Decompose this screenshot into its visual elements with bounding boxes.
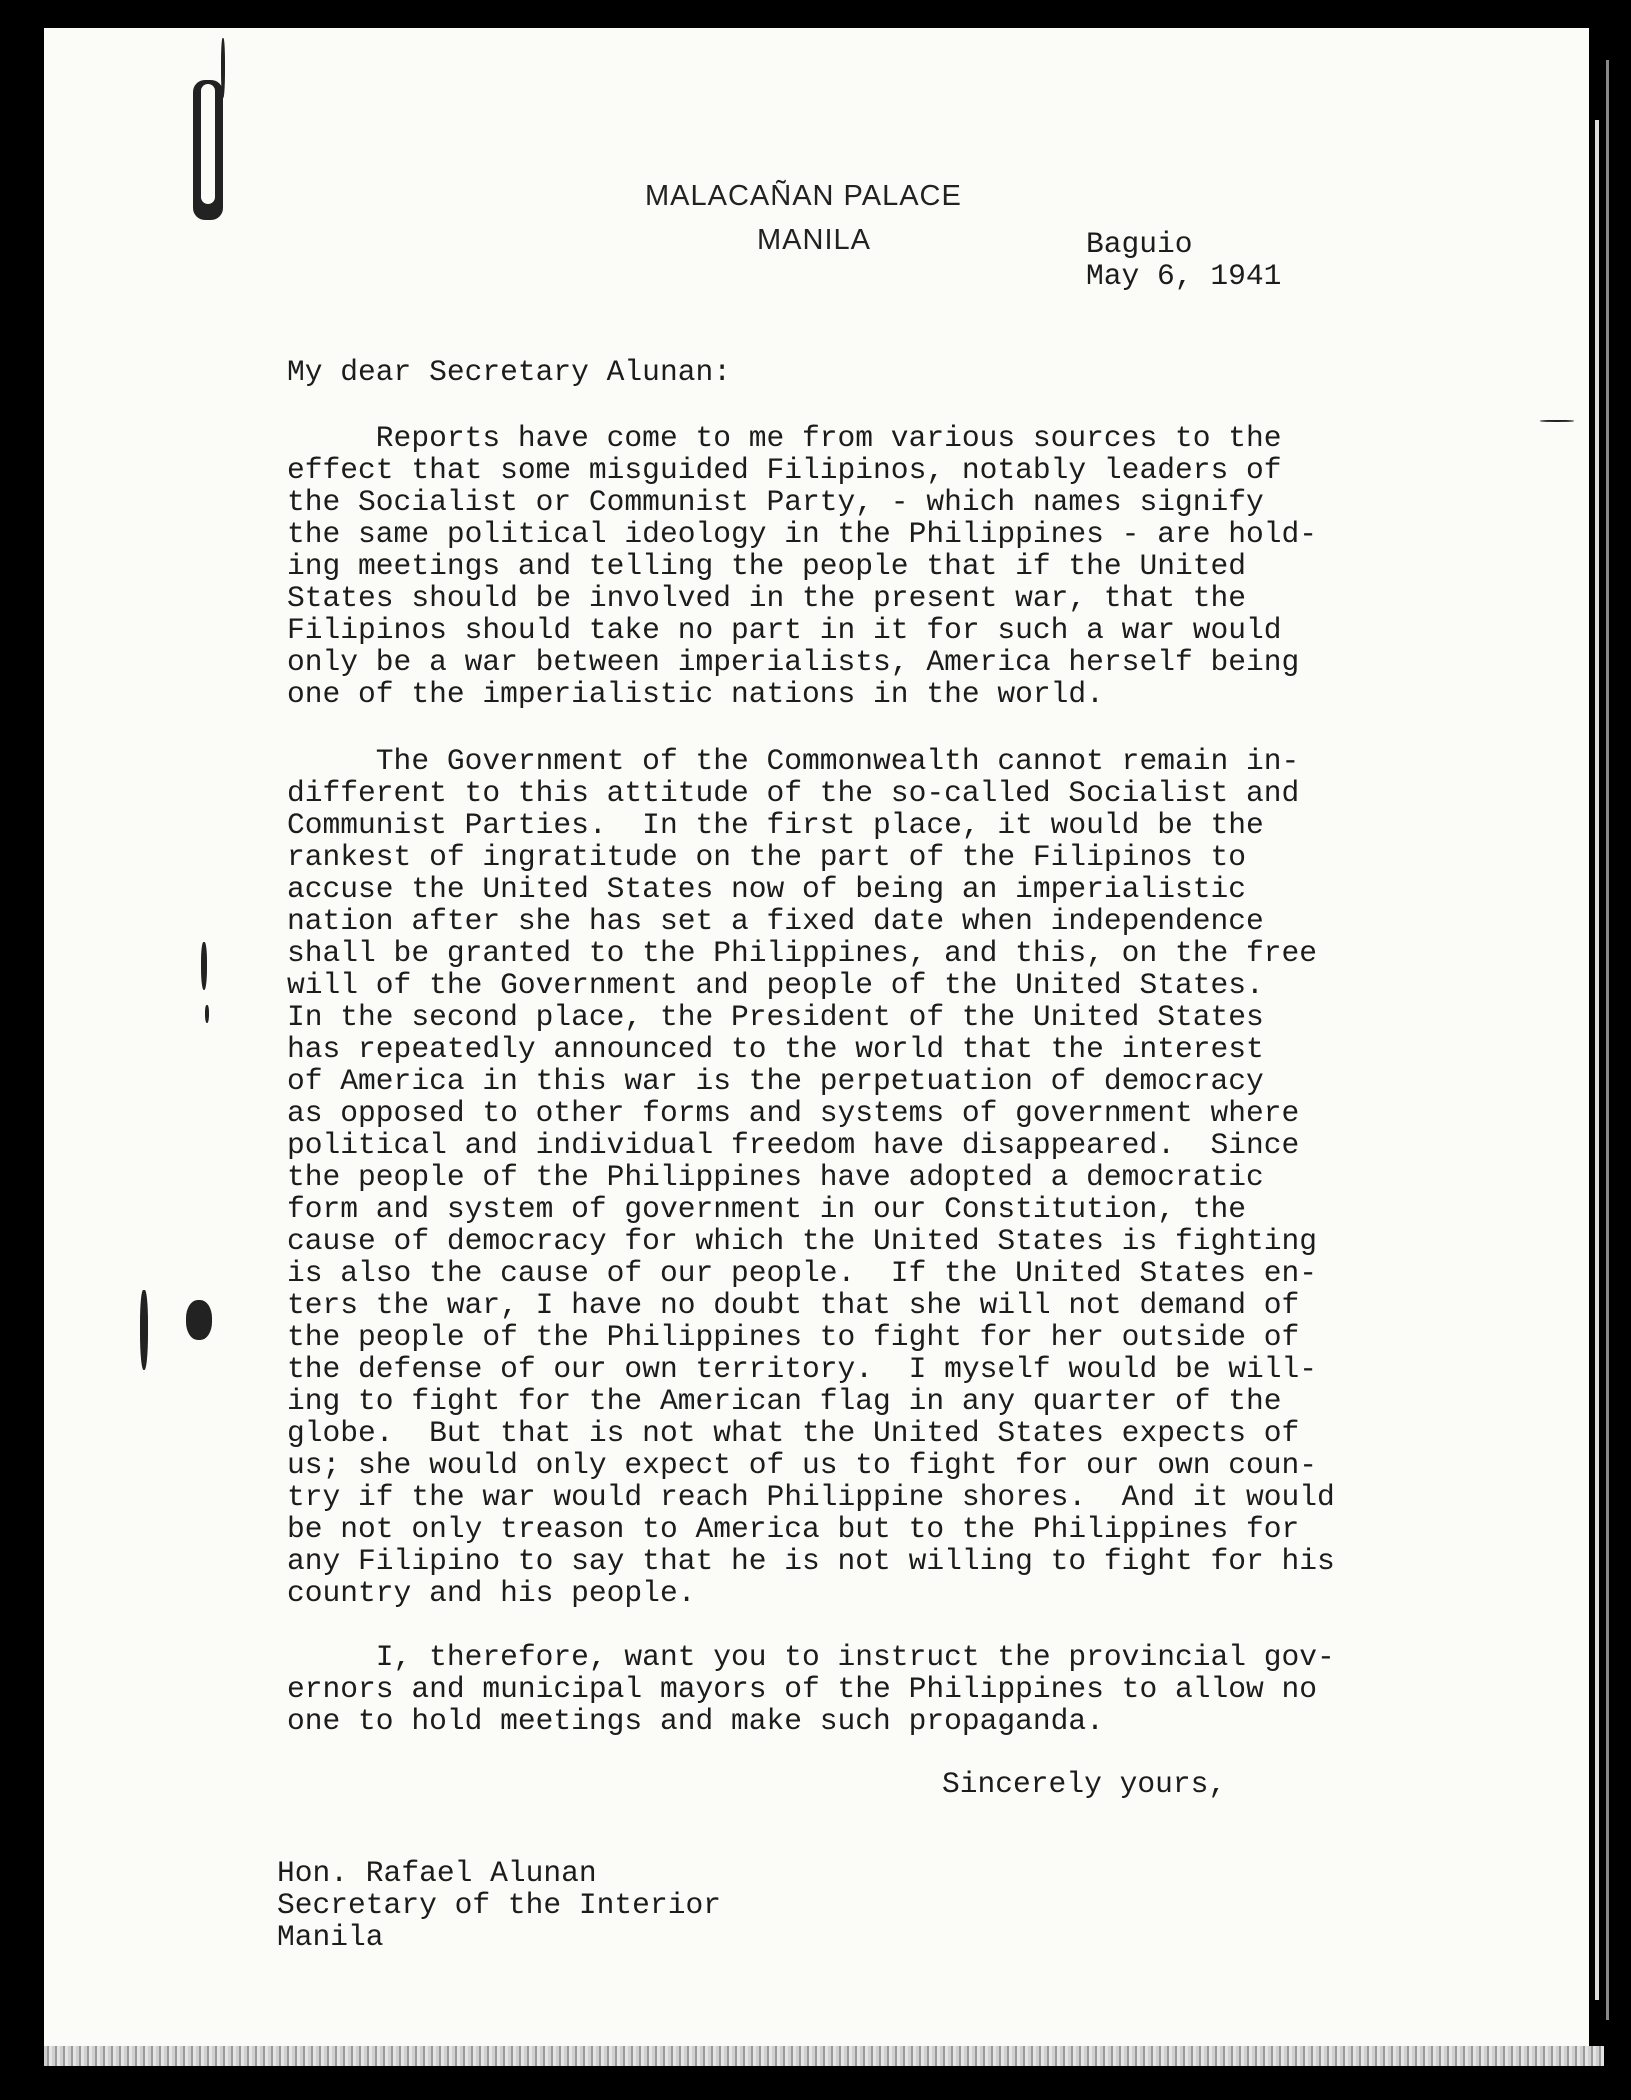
salutation: My dear Secretary Alunan:	[287, 355, 731, 389]
margin-speck	[140, 1290, 148, 1370]
body-line: States should be involved in the present war, that the	[287, 581, 1246, 615]
body-line: Communist Parties. In the first place, it would be the	[287, 808, 1264, 842]
recipient-line: Manila	[277, 1920, 384, 1954]
body-line: will of the Government and people of the United States.	[287, 968, 1264, 1002]
body-line: political and individual freedom have disappeared. Since	[287, 1128, 1300, 1162]
body-line: us; she would only expect of us to fight for our own coun-	[287, 1448, 1318, 1482]
body-line: ters the war, I have no doubt that she will not demand of	[287, 1288, 1300, 1322]
body-line: shall be granted to the Philippines, and this, on the free	[287, 936, 1318, 970]
body-line: try if the war would reach Philippine shores. And it would	[287, 1480, 1335, 1514]
body-line: one of the imperialistic nations in the world.	[287, 677, 1104, 711]
body-line: In the second place, the President of the United States	[287, 1000, 1264, 1034]
body-line: The Government of the Commonwealth cannot remain in-	[287, 744, 1300, 778]
margin-speck	[1540, 420, 1574, 422]
body-line: cause of democracy for which the United States is fighting	[287, 1224, 1318, 1258]
margin-speck	[205, 1005, 209, 1023]
dateline-date: May 6, 1941	[1086, 259, 1282, 293]
paper-edge-shadow	[1606, 60, 1609, 2020]
body-line: I, therefore, want you to instruct the provincial gov-	[287, 1640, 1335, 1674]
body-line: the people of the Philippines have adopted a democratic	[287, 1160, 1264, 1194]
body-line: Reports have come to me from various sources to the	[287, 421, 1282, 455]
paper-edge	[1595, 120, 1599, 2000]
recipient-line: Secretary of the Interior	[277, 1888, 721, 1922]
scan-bottom-strip	[44, 2046, 1604, 2066]
body-line: Filipinos should take no part in it for such a war would	[287, 613, 1282, 647]
body-line: rankest of ingratitude on the part of the Filipinos to	[287, 840, 1246, 874]
body-line: ing meetings and telling the people that if the United	[287, 549, 1246, 583]
body-line: is also the cause of our people. If the United States en-	[287, 1256, 1318, 1290]
body-line: of America in this war is the perpetuation of democracy	[287, 1064, 1264, 1098]
body-line: ing to fight for the American flag in any quarter of the	[287, 1384, 1282, 1418]
body-line: has repeatedly announced to the world that the interest	[287, 1032, 1264, 1066]
body-line: effect that some misguided Filipinos, notably leaders of	[287, 453, 1282, 487]
clip-mark-top	[221, 38, 225, 98]
body-line: any Filipino to say that he is not willing to fight for his	[287, 1544, 1335, 1578]
body-line: only be a war between imperialists, America herself being	[287, 645, 1300, 679]
body-line: the defense of our own territory. I myself would be will-	[287, 1352, 1318, 1386]
body-line: form and system of government in our Constitution, the	[287, 1192, 1246, 1226]
body-line: as opposed to other forms and systems of government where	[287, 1096, 1300, 1130]
body-line: nation after she has set a fixed date when independence	[287, 904, 1264, 938]
clip-mark-inner	[201, 84, 215, 204]
body-line: the Socialist or Communist Party, - which names signify	[287, 485, 1264, 519]
dateline-place: Baguio	[1086, 227, 1193, 261]
margin-speck	[186, 1300, 212, 1340]
body-line: different to this attitude of the so-called Socialist and	[287, 776, 1300, 810]
body-line: the people of the Philippines to fight for her outside of	[287, 1320, 1300, 1354]
body-line: country and his people.	[287, 1576, 696, 1610]
closing: Sincerely yours,	[942, 1767, 1227, 1801]
body-line: globe. But that is not what the United States expects of	[287, 1416, 1300, 1450]
body-line: ernors and municipal mayors of the Philippines to allow no	[287, 1672, 1318, 1706]
body-line: one to hold meetings and make such propaganda.	[287, 1704, 1104, 1738]
body-line: the same political ideology in the Philippines - are hold-	[287, 517, 1318, 551]
recipient-line: Hon. Rafael Alunan	[277, 1856, 597, 1890]
body-line: be not only treason to America but to the Philippines for	[287, 1512, 1300, 1546]
letterhead-name: MALACAÑAN PALACE	[645, 180, 962, 212]
margin-speck	[201, 942, 207, 990]
body-line: accuse the United States now of being an imperialistic	[287, 872, 1246, 906]
letterhead-city: MANILA	[757, 224, 871, 256]
